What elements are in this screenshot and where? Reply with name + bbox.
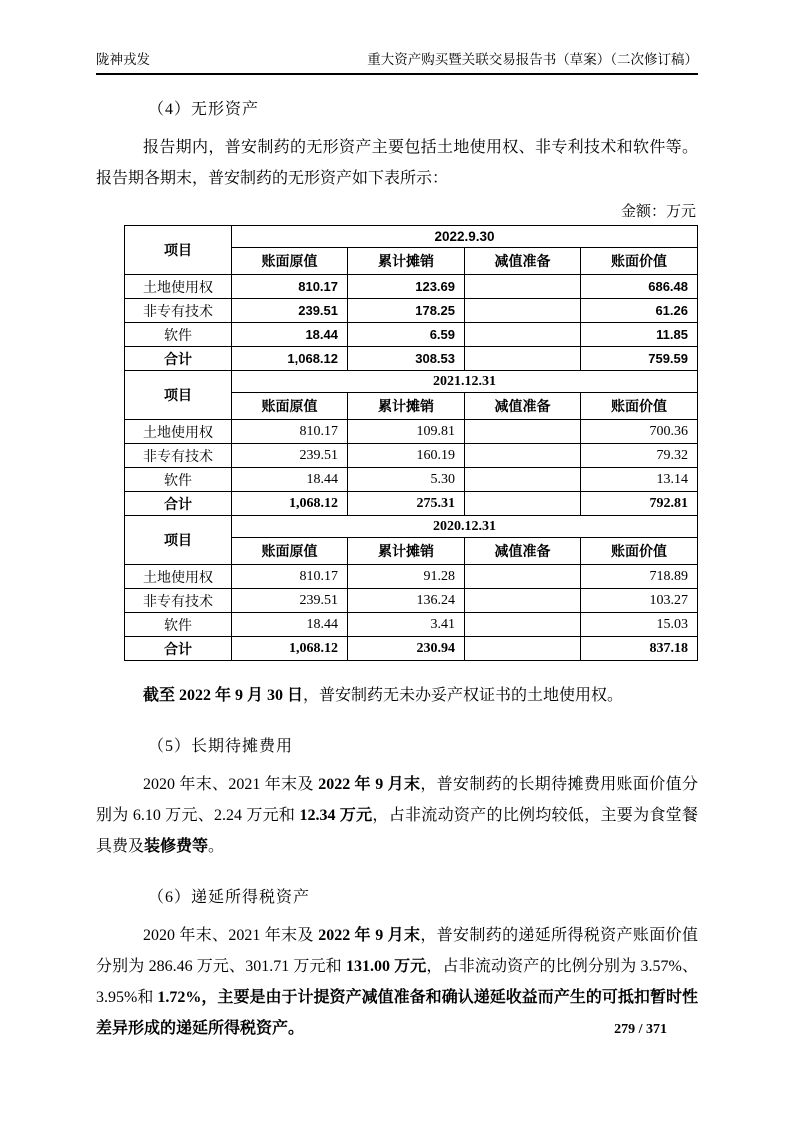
page-header: [96, 48, 698, 75]
intangible-intro-paragraph: 报告期内，普安制药的无形资产主要包括土地使用权、非专利技术和软件等。报告期各期末，普安制药的无形资产如下表所示：: [96, 139, 698, 187]
text-segment: ，普安制药的递延所得税资产账面价值分别为 286.46 万元、301.71 万元和: [96, 927, 698, 975]
table-cell-value: 5.30: [348, 468, 465, 492]
item-column-header: 项目: [125, 371, 232, 420]
row-label: 非专有技术: [125, 444, 232, 468]
table-cell-value: 1,068.12: [232, 492, 348, 516]
table-cell-value: 18.44: [232, 468, 348, 492]
table-row: [125, 347, 698, 371]
table-cell-value: 109.81: [348, 420, 465, 444]
table-cell-value: [465, 492, 581, 516]
table-cell-value: 239.51: [232, 444, 348, 468]
text-segment: 2022 年 9 月末: [318, 776, 421, 793]
long-term-expenses-paragraph: [96, 769, 698, 862]
table-cell-value: 810.17: [232, 275, 348, 299]
column-header: 账面原值: [232, 393, 348, 420]
table-row: [125, 323, 698, 347]
row-label: 软件: [125, 613, 232, 637]
text-segment: 1.72%: [157, 989, 202, 1006]
text-segment: ，占非流动资产的比例均较低，主要为食堂餐具费及: [96, 807, 698, 855]
table-cell-value: 61.26: [581, 299, 698, 323]
deferred-tax-paragraph: [96, 920, 698, 1044]
table-cell-value: 160.19: [348, 444, 465, 468]
table-row: [125, 589, 698, 613]
row-label: 土地使用权: [125, 420, 232, 444]
table-cell-value: 837.18: [581, 637, 698, 661]
column-header: 减值准备: [465, 393, 581, 420]
section-heading-long-term-expenses: （5）长期待摊费用: [148, 738, 294, 755]
table-cell-value: 810.17: [232, 565, 348, 589]
column-header: 累计摊销: [348, 538, 465, 565]
row-label: 非专有技术: [125, 589, 232, 613]
header-company: 陇神戎发: [96, 52, 150, 67]
table-cell-value: [465, 347, 581, 371]
column-header: 累计摊销: [348, 393, 465, 420]
row-label: 软件: [125, 323, 232, 347]
page-content: [96, 74, 698, 1044]
table-cell-value: 759.59: [581, 347, 698, 371]
table-cell-value: [465, 323, 581, 347]
text-segment: 12.34 万元: [299, 807, 373, 824]
section-heading-intangible-assets: （4）无形资产: [148, 101, 260, 118]
column-header: 减值准备: [465, 248, 581, 275]
item-column-header: 项目: [125, 516, 232, 565]
period-header: 2021.12.31: [232, 371, 698, 393]
row-label: 合计: [125, 637, 232, 661]
amount-unit-note: 金额：万元: [620, 204, 696, 220]
text-segment: 装修费等: [144, 838, 209, 855]
column-header: 账面价值: [581, 248, 698, 275]
text-segment: ，占非流动资产的比例分别为 3.57%、3.95%和: [96, 958, 698, 1006]
table-cell-value: 308.53: [348, 347, 465, 371]
table-row: [125, 492, 698, 516]
page-footer: [614, 1022, 667, 1038]
text-segment: 截至 2022 年 9 月 30 日: [143, 687, 304, 704]
intangible-table-2020.12.31: [124, 515, 698, 661]
column-header: 减值准备: [465, 538, 581, 565]
header-report-title: 重大资产购买暨关联交易报告书（草案）（二次修订稿）: [367, 52, 698, 67]
table-header-row-period: [125, 516, 698, 538]
row-label: 土地使用权: [125, 565, 232, 589]
intangible-table-2021.12.31: [124, 370, 698, 516]
table-cell-value: [465, 613, 581, 637]
table-cell-value: 718.89: [581, 565, 698, 589]
column-header: 账面原值: [232, 538, 348, 565]
table-cell-value: [465, 565, 581, 589]
table-cell-value: 700.36: [581, 420, 698, 444]
row-label: 合计: [125, 492, 232, 516]
table-row: [125, 468, 698, 492]
table-cell-value: [465, 589, 581, 613]
intangible-note-paragraph: [96, 680, 698, 711]
row-label: 土地使用权: [125, 275, 232, 299]
table-cell-value: 178.25: [348, 299, 465, 323]
column-header: 账面价值: [581, 538, 698, 565]
row-label: 合计: [125, 347, 232, 371]
period-header: 2022.9.30: [232, 226, 698, 248]
table-cell-value: 686.48: [581, 275, 698, 299]
table-cell-value: 1,068.12: [232, 637, 348, 661]
table-cell-value: 6.59: [348, 323, 465, 347]
column-header: 账面原值: [232, 248, 348, 275]
table-row: [125, 613, 698, 637]
intangible-assets-tables: [124, 225, 698, 661]
text-segment: 131.00 万元: [345, 958, 427, 975]
table-cell-value: 230.94: [348, 637, 465, 661]
text-segment: ，普安制药无未办妥产权证书的土地使用权。: [303, 687, 624, 704]
table-cell-value: 13.14: [581, 468, 698, 492]
text-segment: 2020 年末、2021 年末及: [143, 927, 319, 944]
text-segment: 2022 年 9 月末: [318, 927, 421, 944]
table-header-row-period: [125, 371, 698, 393]
text-segment: 2020 年末、2021 年末及: [143, 776, 319, 793]
table-cell-value: [465, 468, 581, 492]
table-cell-value: [465, 299, 581, 323]
table-cell-value: 275.31: [348, 492, 465, 516]
table-cell-value: 18.44: [232, 323, 348, 347]
table-row: [125, 299, 698, 323]
row-label: 非专有技术: [125, 299, 232, 323]
item-column-header: 项目: [125, 226, 232, 275]
text-segment: 。: [208, 838, 225, 855]
table-header-row-period: [125, 226, 698, 248]
table-cell-value: [465, 275, 581, 299]
table-row: [125, 444, 698, 468]
table-cell-value: 792.81: [581, 492, 698, 516]
table-cell-value: [465, 444, 581, 468]
section-heading-deferred-tax: （6）递延所得税资产: [148, 889, 311, 906]
table-cell-value: 1,068.12: [232, 347, 348, 371]
table-cell-value: 18.44: [232, 613, 348, 637]
period-header: 2020.12.31: [232, 516, 698, 538]
column-header: 账面价值: [581, 393, 698, 420]
table-row: [125, 565, 698, 589]
table-cell-value: 91.28: [348, 565, 465, 589]
table-cell-value: 136.24: [348, 589, 465, 613]
table-cell-value: 123.69: [348, 275, 465, 299]
table-row: [125, 275, 698, 299]
intangible-table-2022.9.30: [124, 225, 698, 371]
table-cell-value: [465, 637, 581, 661]
table-cell-value: [465, 420, 581, 444]
text-segment: ，主要是由于计提资产减值准备和确认递延收益而产生的可抵扣暂时性差异形成的递延所得税资产。: [96, 989, 698, 1037]
page-number: 279 / 371: [614, 1022, 667, 1037]
table-row: [125, 637, 698, 661]
table-cell-value: 79.32: [581, 444, 698, 468]
table-cell-value: 15.03: [581, 613, 698, 637]
row-label: 软件: [125, 468, 232, 492]
table-cell-value: 103.27: [581, 589, 698, 613]
table-cell-value: 239.51: [232, 589, 348, 613]
table-cell-value: 810.17: [232, 420, 348, 444]
column-header: 累计摊销: [348, 248, 465, 275]
table-row: [125, 420, 698, 444]
table-cell-value: 239.51: [232, 299, 348, 323]
table-cell-value: 11.85: [581, 323, 698, 347]
table-cell-value: 3.41: [348, 613, 465, 637]
text-segment: ，普安制药的长期待摊费用账面价值分别为 6.10 万元、2.24 万元和: [96, 776, 698, 824]
